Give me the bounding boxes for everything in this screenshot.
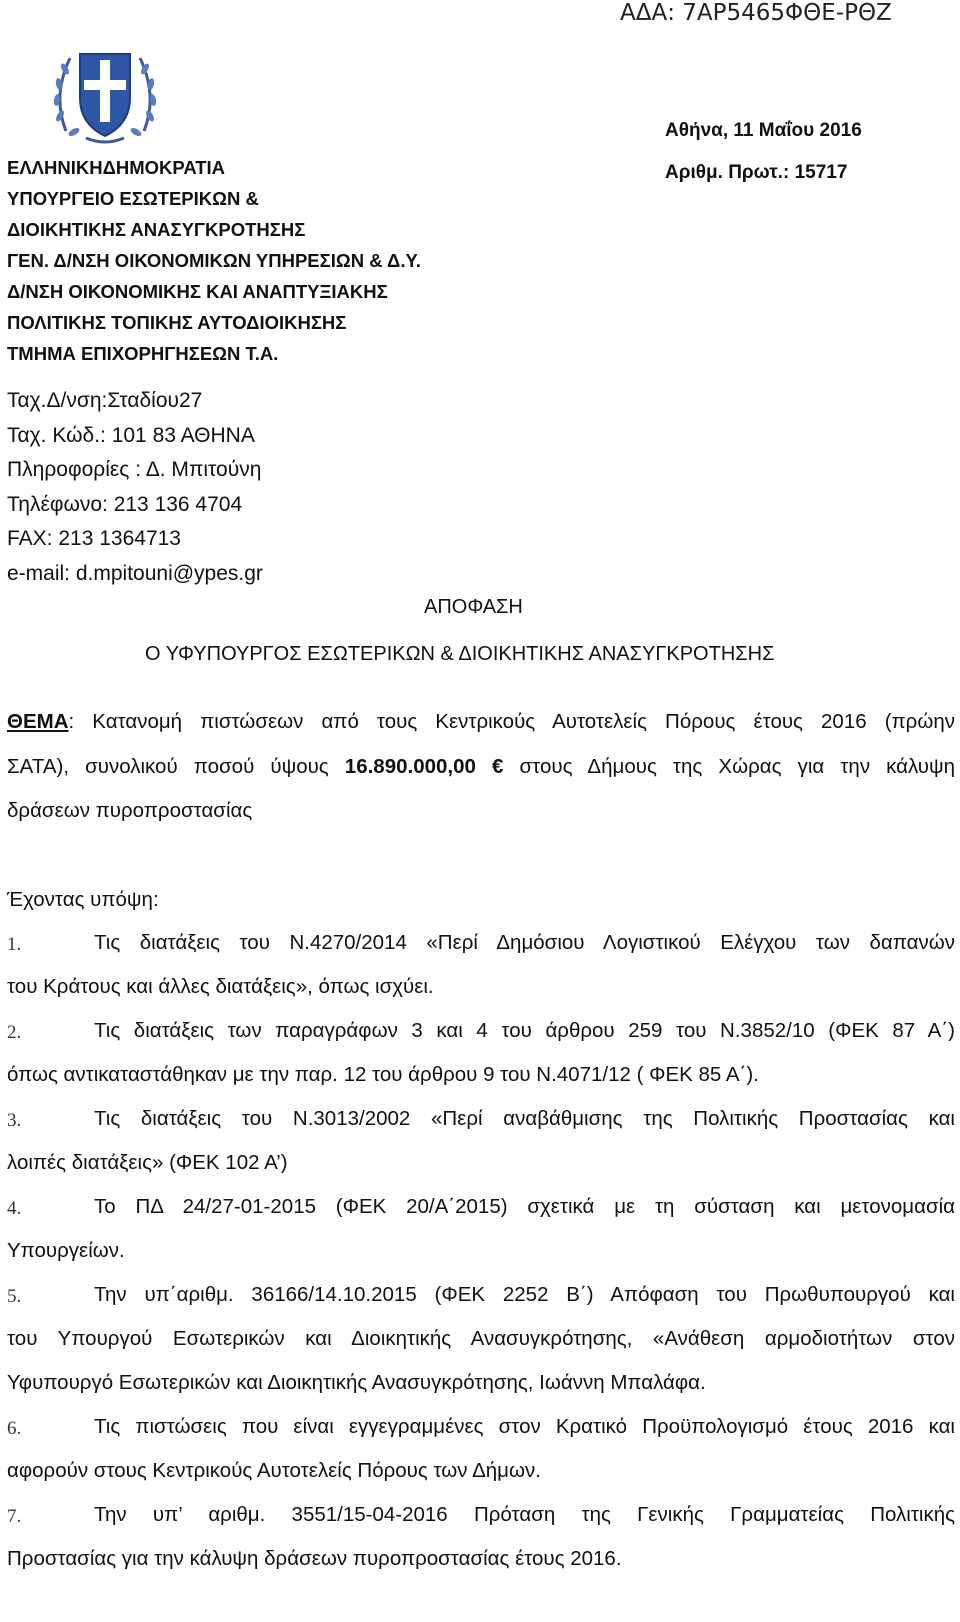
item-line: αφορούν στους Κεντρικούς Αυτοτελείς Πόρους των Δήμων. [7, 1459, 541, 1482]
item-line: Υφυπουργό Εσωτερικών και Διοικητικής Ανασυγκρότησης, Ιωάννη Μπαλάφα. [7, 1371, 706, 1394]
subject-amount: 16.890.000,00 € [344, 755, 504, 778]
minister-title: Ο ΥΦΥΠΟΥΡΓΟΣ ΕΣΩΤΕΡΙΚΩΝ & ΔΙΟΙΚΗΤΙΚΗΣ ΑΝΑΣΥΓΚΡΟΤΗΣΗΣ [145, 643, 775, 665]
protocol-number: Αριθμ. Πρωτ.: 15717 [665, 162, 848, 183]
item-line: Την υπ΄αριθμ. 36166/14.10.2015 (ΦΕΚ 2252 Β΄) Απόφαση του Πρωθυπουργού και [94, 1283, 955, 1306]
item-line: Τις διατάξεις των παραγράφων 3 και 4 του άρθρου 259 του Ν.3852/10 (ΦΕΚ 87 Α΄) [94, 1019, 955, 1042]
header-line: ΔΙΟΙΚΗΤΙΚΗΣ ΑΝΑΣΥΓΚΡΟΤΗΣΗΣ [7, 219, 306, 240]
item-number: 6. [7, 1418, 22, 1439]
item-number: 2. [7, 1022, 22, 1043]
item-line: Την υπ’ αριθμ. 3551/15-04-2016 Πρόταση της Γενικής Γραμματείας Πολιτικής [94, 1503, 955, 1526]
item-line: όπως αντικαταστάθηκαν με την παρ. 12 του άρθρου 9 του Ν.4071/12 ( ΦΕΚ 85 Α΄). [7, 1063, 759, 1086]
item-line: του Υπουργού Εσωτερικών και Διοικητικής Ανασυγκρότησης, «Ανάθεση αρμοδιοτήτων στον [7, 1327, 955, 1350]
subject-line-3: δράσεων πυροπροστασίας [7, 799, 253, 822]
subject-label: ΘΕΜΑ [7, 710, 69, 733]
decision-title: ΑΠΟΦΑΣΗ [424, 596, 523, 618]
header-line: Δ/ΝΣΗ ΟΙΚΟΝΟΜΙΚΗΣ ΚΑΙ ΑΝΑΠΤΥΞΙΑΚΗΣ [7, 281, 388, 302]
contact-person: Πληροφορίες : Δ. Μπιτούνη [7, 458, 262, 481]
item-line: του Κράτους και άλλες διατάξεις», όπως ισχύει. [7, 975, 434, 998]
item-number: 1. [7, 934, 22, 955]
subject-line-2: ΣΑΤΑ), συνολικού ποσού ύψους 16.890.000,00 € στους Δήμους της Χώρας για την κάλυψη [7, 755, 956, 778]
header-line: ΕΛΛΗΝΙΚΗΔΗΜΟΚΡΑΤΙΑ [7, 157, 226, 178]
header-line: ΥΠΟΥΡΓΕΙΟ ΕΣΩΤΕΡΙΚΩΝ & [7, 188, 259, 209]
contact-phone: Τηλέφωνο: 213 136 4704 [7, 492, 243, 516]
item-line: λοιπές διατάξεις» (ΦΕΚ 102 Α’) [7, 1151, 288, 1174]
issuer-header [7, 152, 421, 369]
contact-fax: FAX: 213 1364713 [7, 527, 181, 550]
header-line: ΤΜΗΜΑ ΕΠΙΧΟΡΗΓΗΣΕΩΝ Τ.Α. [7, 343, 279, 364]
subject-line-1: ΘΕΜΑ: Κατανομή πιστώσεων από τους Κεντρικούς Αυτοτελείς Πόρους έτους 2016 (πρώην [7, 710, 955, 733]
contact-info [7, 384, 263, 591]
item-line: Τις διατάξεις του Ν.3013/2002 «Περί αναβάθμισης της Πολιτικής Προστασίας και [94, 1107, 955, 1130]
header-line: ΓΕΝ. Δ/ΝΣΗ ΟΙΚΟΝΟΜΙΚΩΝ ΥΠΗΡΕΣΙΩΝ & Δ.Υ. [7, 250, 421, 271]
coat-of-arms-icon [46, 36, 164, 148]
contact-address: Ταχ.Δ/νση:Σταδίου27 [7, 389, 203, 412]
item-number: 3. [7, 1110, 22, 1131]
item-number: 5. [7, 1286, 22, 1307]
considering-heading: Έχοντας υπόψη: [7, 888, 159, 911]
contact-postcode: Ταχ. Κώδ.: 101 83 ΑΘΗΝΑ [7, 423, 255, 447]
item-line: Προστασίας για την κάλυψη δράσεων πυροπροστασίας έτους 2016. [7, 1547, 622, 1570]
document-date: Αθήνα, 11 Μαΐου 2016 [665, 120, 862, 141]
header-line: ΠΟΛΙΤΙΚΗΣ ΤΟΠΙΚΗΣ ΑΥΤΟΔΙΟΙΚΗΣΗΣ [7, 312, 347, 333]
item-line: Τις διατάξεις του Ν.4270/2014 «Περί Δημόσιου Λογιστικού Ελέγχου των δαπανών [94, 931, 955, 954]
ada-code: ΑΔΑ: 7ΑΡ5465ΦΘΕ-ΡΘΖ [620, 0, 892, 26]
item-number: 4. [7, 1198, 22, 1219]
item-line: Τις πιστώσεις που είναι εγγεγραμμένες στον Κρατικό Προϋπολογισμό έτους 2016 και [94, 1415, 955, 1438]
item-line: Το ΠΔ 24/27-01-2015 (ΦΕΚ 20/Α΄2015) σχετικά με τη σύσταση και μετονομασία [94, 1195, 955, 1218]
item-line: Υπουργείων. [7, 1239, 125, 1262]
item-number: 7. [7, 1506, 22, 1527]
contact-email: e-mail: d.mpitouni@ypes.gr [7, 561, 263, 585]
